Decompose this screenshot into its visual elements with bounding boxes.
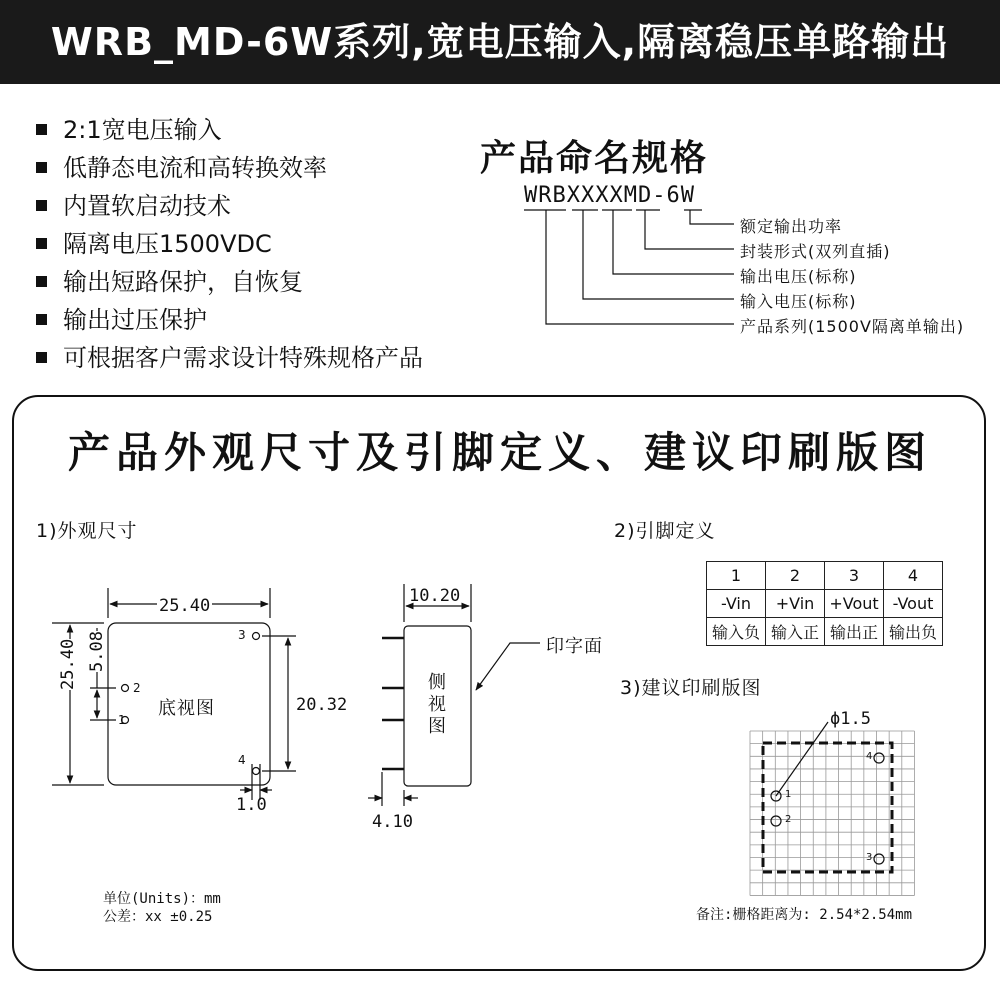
naming-label: 输出电压(标称) xyxy=(740,267,857,286)
grid-note: 备注:栅格距离为: 2.54*2.54mm xyxy=(696,907,913,923)
module-outline xyxy=(763,743,892,872)
naming-label: 产品系列(1500V隔离单输出) xyxy=(740,317,965,336)
span-dimension: 20.32 xyxy=(296,695,348,715)
feature-item: 2:1宽电压输入 xyxy=(36,110,222,145)
table-cell: +Vout xyxy=(825,590,884,618)
pins-heading: 2)引脚定义 xyxy=(614,520,716,542)
feature-item: 低静态电流和高转换效率 xyxy=(36,148,327,183)
tolerance-note: 公差：xx ±0.25 xyxy=(103,909,213,925)
side-width-dimension: 10.20 xyxy=(409,586,461,606)
pin-length-dimension: 4.10 xyxy=(372,812,413,832)
pcb-pin-number: 2 xyxy=(785,814,792,825)
pcb-pin-2 xyxy=(771,816,781,826)
feature-item: 隔离电压1500VDC xyxy=(36,224,272,259)
section-title: 产品外观尺寸及引脚定义、建议印刷版图 xyxy=(67,428,932,477)
table-cell: 4 xyxy=(884,562,943,590)
table-cell: 2 xyxy=(766,562,825,590)
naming-label: 输入电压(标称) xyxy=(740,292,857,311)
pin-number: 2 xyxy=(133,681,141,695)
pcb-pin-number: 1 xyxy=(785,789,792,800)
table-cell: +Vin xyxy=(766,590,825,618)
feature-item: 输出过压保护 xyxy=(36,300,207,335)
width-dimension: 25.40 xyxy=(159,596,211,616)
pcb-pin-number: 3 xyxy=(866,852,873,863)
naming-title: 产品命名规格 xyxy=(480,138,709,179)
print-face-label: 印字面 xyxy=(546,636,603,657)
side-view-label: 侧视图 xyxy=(428,672,447,737)
table-cell: -Vin xyxy=(707,590,766,618)
units-note: 单位(Units)：mm xyxy=(103,891,221,907)
height-dimension: 25.40 xyxy=(58,638,78,690)
pcb-pin-3 xyxy=(874,854,884,864)
feature-item: 输出短路保护，自恢复 xyxy=(36,262,303,297)
pcb-pin-number: 4 xyxy=(866,751,873,762)
naming-label: 封装形式(双列直插) xyxy=(740,242,891,261)
pcb-pin-4 xyxy=(874,753,884,763)
hole-diameter-label: ϕ1.5 xyxy=(830,709,871,729)
table-cell: 输入负 xyxy=(707,618,766,646)
feature-item: 可根据客户需求设计特殊规格产品 xyxy=(36,338,423,373)
table-cell: 输出负 xyxy=(884,618,943,646)
pin-number: 4 xyxy=(238,753,246,767)
table-cell: 3 xyxy=(825,562,884,590)
table-cell: -Vout xyxy=(884,590,943,618)
dims-heading: 1)外观尺寸 xyxy=(36,520,138,542)
feature-item: 内置软启动技术 xyxy=(36,186,231,221)
pin-number: 1 xyxy=(118,713,126,727)
pin-diameter-dimension: 1.0 xyxy=(236,795,267,815)
naming-code: WRBXXXXMD-6W xyxy=(524,183,695,208)
naming-label: 额定输出功率 xyxy=(740,217,843,236)
pitch-dimension: 5.08 xyxy=(87,631,107,672)
page-title: WRB_MD-6W系列,宽电压输入,隔离稳压单路输出 xyxy=(50,20,950,64)
layout-heading: 3)建议印刷版图 xyxy=(620,677,762,699)
table-cell: 1 xyxy=(707,562,766,590)
table-cell: 输入正 xyxy=(766,618,825,646)
table-cell: 输出正 xyxy=(825,618,884,646)
pin-number: 3 xyxy=(238,628,246,642)
bottom-view-label: 底视图 xyxy=(158,698,215,719)
